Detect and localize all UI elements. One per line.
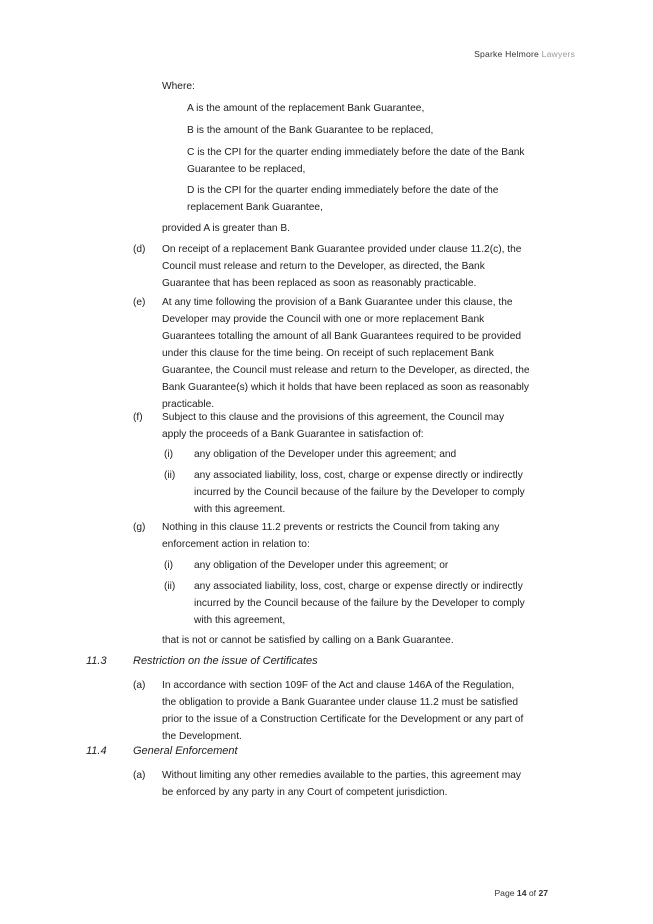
section-11-4-clause-a: Without limiting any other remedies available to the parties, this agreement may be enforced by any party in any Court of competent jurisdiction. [162, 770, 521, 798]
clause-f-text: Subject to this clause and the provisions of this agreement, the Council may apply the proceeds of a Bank Guarantee in satisfaction of: [162, 412, 505, 440]
firm-suffix: Lawyers [541, 49, 575, 59]
page-total: 27 [538, 888, 548, 898]
page-number: 14 [516, 888, 527, 898]
page-footer [494, 885, 548, 902]
clause-f-sub-ii: any associated liability, loss, cost, charge or expense directly or indirectly incurred by the Council because of the failure by the Developer to comply with this agreement. [194, 470, 525, 515]
clause-f-sub-label-ii: (ii) [164, 470, 176, 481]
of-word: of [528, 888, 537, 898]
def-a: A is the amount of the replacement Bank Guarantee, [187, 103, 425, 114]
def-b: B is the amount of the Bank Guarantee to be replaced, [187, 125, 434, 136]
clause-g-text: Nothing in this clause 11.2 prevents or restricts the Council from taking any enforcement action in relation to: [162, 522, 500, 550]
clause-g-sub-label-i: (i) [164, 560, 174, 571]
clause-g-sub-label-ii: (ii) [164, 581, 176, 592]
clause-label-d: (d) [133, 244, 146, 255]
section-11-3-label-a: (a) [133, 680, 146, 691]
proviso: provided A is greater than B. [162, 223, 290, 234]
where-label: Where: [162, 81, 195, 92]
clause-label-g: (g) [133, 522, 146, 533]
section-11-4-label-a: (a) [133, 770, 146, 781]
clause-g-sub-i: any obligation of the Developer under this agreement; or [194, 560, 449, 571]
clause-g-tail: that is not or cannot be satisfied by calling on a Bank Guarantee. [162, 635, 454, 646]
def-d: D is the CPI for the quarter ending immediately before the date of the replacement Bank Guarantee, [187, 185, 499, 213]
section-heading-11-4: General Enforcement [133, 745, 238, 757]
clause-label-e: (e) [133, 297, 146, 308]
page-header [474, 46, 575, 63]
section-11-3-clause-a: In accordance with section 109F of the Act and clause 146A of the Regulation, the obligation to provide a Bank Guarantee under clause 11.2 must be satisfied prior to the issue of a Construction Certificate for the Development or any part of the Development. [162, 680, 524, 742]
def-c: C is the CPI for the quarter ending immediately before the date of the Bank Guarantee to be replaced, [187, 147, 525, 175]
clause-g-sub-ii: any associated liability, loss, cost, charge or expense directly or indirectly incurred by the Council because of the failure by the Developer to comply with this agreement, [194, 581, 525, 626]
page-word: Page [494, 888, 515, 898]
section-heading-11-3: Restriction on the issue of Certificates [133, 655, 318, 667]
clause-d-text: On receipt of a replacement Bank Guarantee provided under clause 11.2(c), the Council must release and return to the Developer, as directed, the Bank Guarantee that has been replaced as soon as reasonably practicable. [162, 244, 522, 289]
clause-e-text: At any time following the provision of a Bank Guarantee under this clause, the Developer may provide the Council with one or more replacement Bank Guarantees totalling the amount of all Bank Guarantees required to be provided under this clause for the time being. On receipt of such replacement Bank Guarantee, the Council must release and return to the Developer, as directed, the Bank Guarantee(s) which it holds that have been replaced as soon as reasonably practicable. [162, 297, 530, 410]
firm-name: Sparke Helmore [474, 49, 539, 59]
clause-f-sub-label-i: (i) [164, 449, 174, 460]
clause-label-f: (f) [133, 412, 143, 423]
section-number-11-4: 11.4 [86, 745, 107, 757]
clause-f-sub-i: any obligation of the Developer under this agreement; and [194, 449, 457, 460]
section-number-11-3: 11.3 [86, 655, 107, 667]
